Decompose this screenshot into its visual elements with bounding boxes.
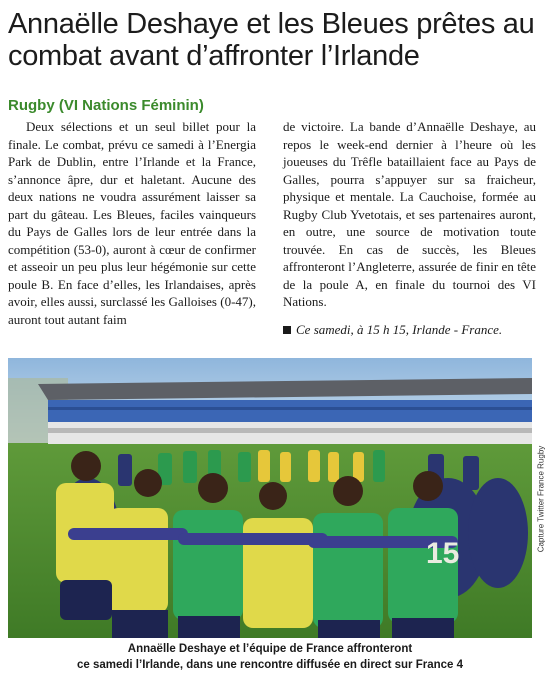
team-huddle-photo [8, 358, 532, 638]
article-body-text-continued: de victoire. La bande d’Annaëlle Deshaye, au repos le week-end dernier à l’heure où les joueuses du Trêfle bataillaient face au Pays de Galles, pourra s’appuyer sur sa fraicheur, physique et mentale. La Cauchoise, formée au Rugby Club Yvetotais, et ses partenaires auront, en outre, une source de motivation toute trouvée. En cas de succès, les Bleues affronteront l’Angleterre, assurée de finir en tête de la poule A, en finale du tournoi des VI Nations. [283, 119, 536, 309]
article-column-2 [283, 118, 536, 338]
square-bullet-icon [283, 326, 291, 334]
article-body-text: Deux sélections et un seul billet pour la finale. Le combat, prévu ce samedi à l’Energia Park de Dublin, entre l’Irlande et la France, s’annonce âpre, dur et haletant. Aucune des deux nations ne voudra assurément laisser sa part du gâteau. Les Bleues, faciles vainqueurs du Pays de Galles lors de leur entrée dans la compétition (53-0), auront à cœur de confirmer et asseoir un peu plus leur hégémonie sur cette poule B. En face d’elles, les Irlandaises, après avoir, elles aussi, surclassé les Galloises (0-47), auront tout autant faim [8, 119, 256, 327]
photo-credit-text: Capture Twitter France Rugby [536, 445, 545, 553]
photo-caption [8, 641, 532, 673]
article-rubric: Rugby (VI Nations Féminin) [8, 97, 204, 114]
article-headline: Annaëlle Deshaye et les Bleues prêtes au combat avant d’affronter l’Irlande [8, 8, 535, 72]
article-column-1 [8, 118, 256, 328]
photo-caption-line-2: ce samedi l’Irlande, dans une rencontre diffusée en direct sur France 4 [76, 659, 464, 671]
match-schedule-note [283, 321, 536, 339]
jersey-number-15: 15 [426, 537, 460, 570]
photo-caption-line-1: Annaëlle Deshaye et l’équipe de France affronteront [127, 643, 413, 655]
match-schedule-text: Ce samedi, à 15 h 15, Irlande - France. [296, 321, 503, 337]
photo-credit [534, 360, 547, 638]
